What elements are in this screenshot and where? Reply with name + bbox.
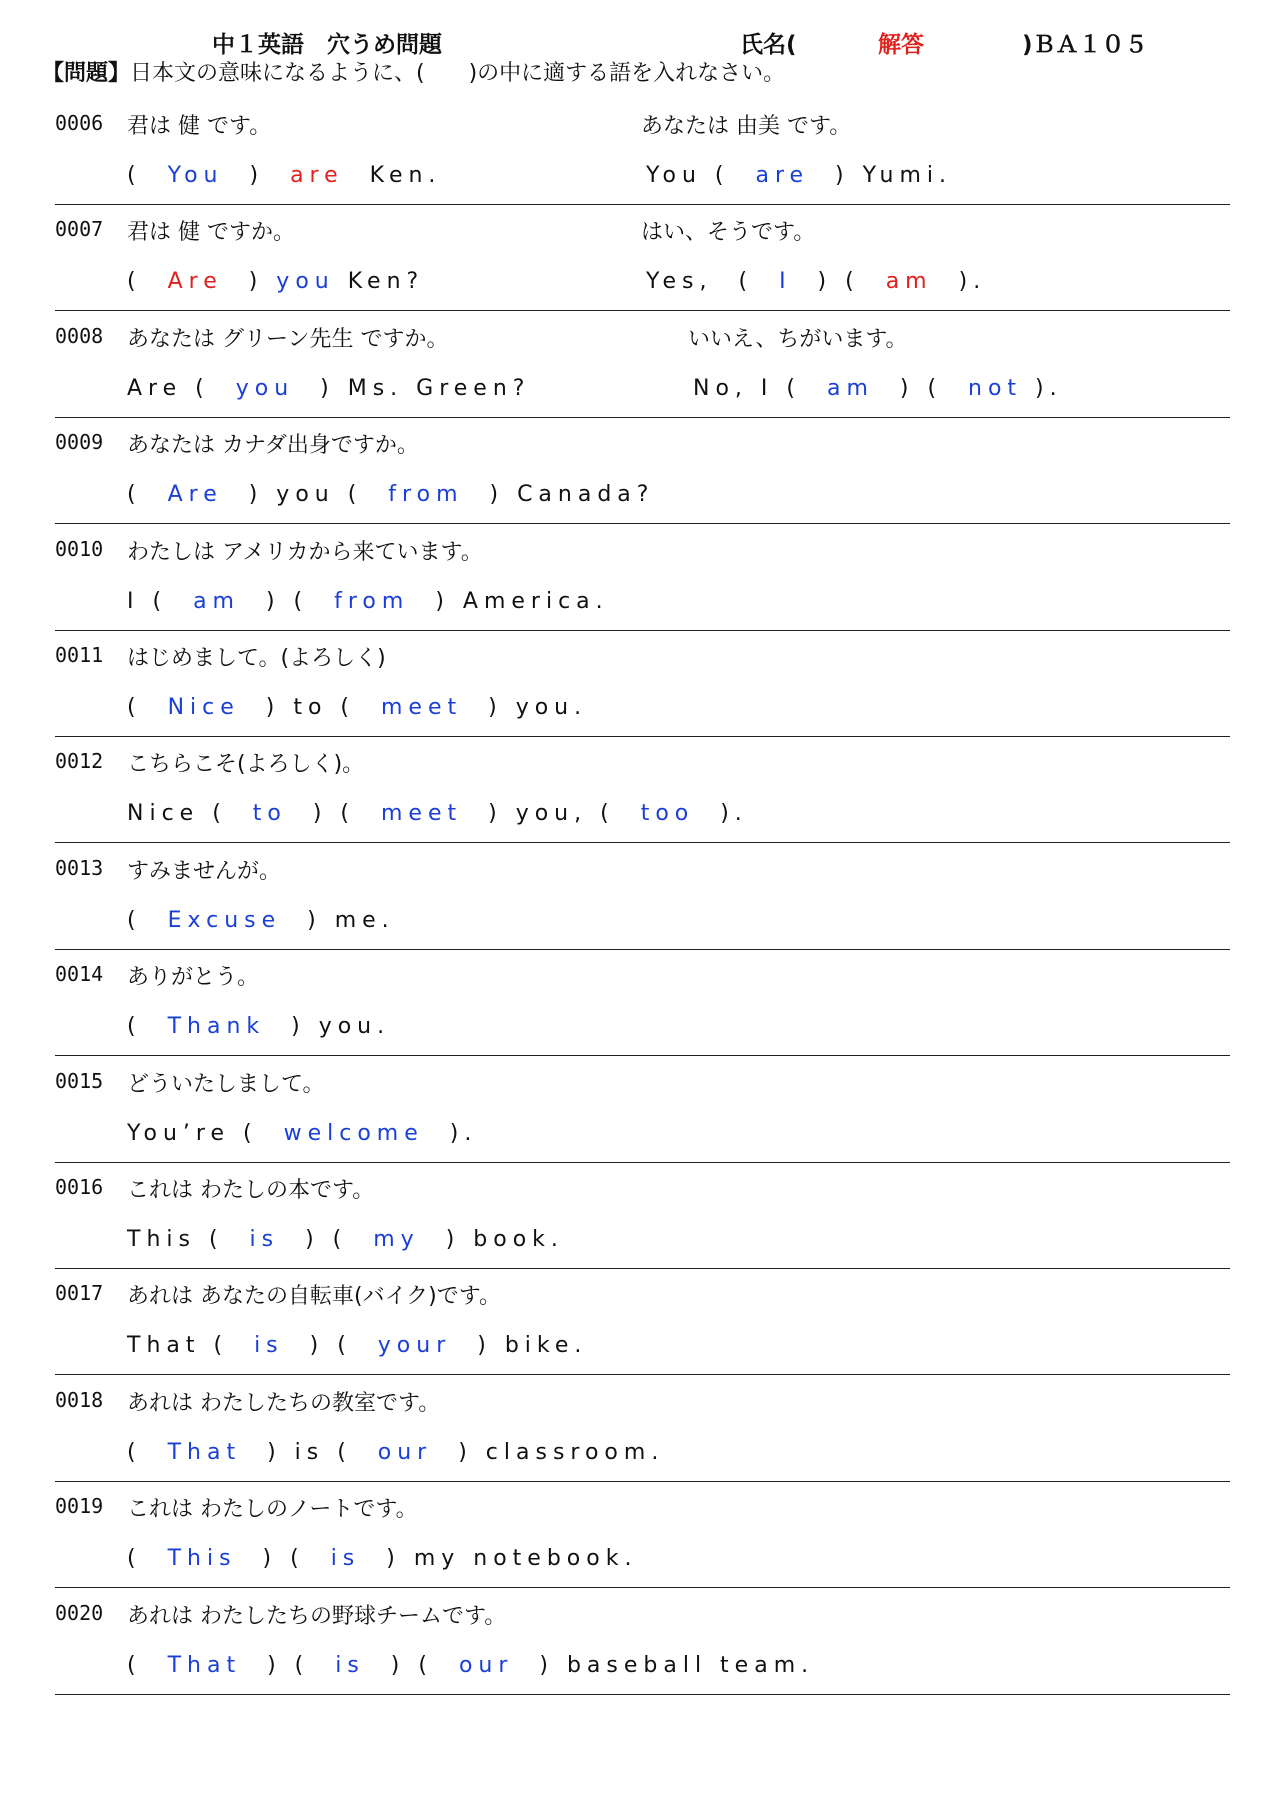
sentence-text: ) [222,269,277,295]
divider-line [55,1374,1230,1375]
sentence-text: ( [127,1014,168,1040]
japanese-sentence: これは わたしのノートです。 [127,1497,418,1523]
question-item [0,1165,1280,1271]
japanese-sentence: どういたしまして。 [127,1071,325,1097]
worksheet-title: 中１英語 穴うめ問題 [212,32,442,58]
japanese-sentence: ありがとう。 [127,965,260,991]
question-number: 0011 [55,643,104,667]
question-item [0,1378,1280,1484]
question-number: 0007 [55,217,104,242]
question-item [0,527,1280,633]
question-number: 0020 [55,1600,104,1625]
question-number: 0018 [55,1387,104,1412]
japanese-sentence: これは わたしの本です。 [127,1178,375,1203]
answer-word: This [167,1546,237,1572]
answer-word: meet [381,801,463,827]
sentence-text: ) book. [419,1227,564,1252]
japanese-sentence: あなたは グリーン先生 ですか。 [127,326,449,352]
divider-line [55,417,1230,418]
instruction-tag: 【問題】 [42,61,131,86]
answer-word: from [388,482,464,508]
question-number: 0010 [55,536,104,561]
sentence-text: You ( [646,163,756,188]
english-sentence [127,1121,477,1146]
sentence-text: ) baseball team. [513,1652,815,1678]
answer-word: Nice [167,695,240,720]
answer-word: are [290,163,344,188]
answer-word: my [373,1227,420,1252]
sentence-text: ) ( [236,1546,331,1572]
answer-word: That [167,1652,242,1678]
answer-word: is [249,1227,280,1252]
answer-word: welcome [283,1120,424,1146]
sentence-text: ) you ( [222,482,389,508]
question-number: 0009 [55,430,104,455]
sentence-text: ) Ms. Green? [294,375,531,401]
english-sentence [127,695,587,720]
sentence-text: Are ( [127,375,236,401]
divider-line [55,310,1230,311]
question-item [0,1059,1280,1165]
question-item [0,207,1280,313]
answer-word: to [252,801,287,827]
divider-line [55,949,1230,950]
sentence-text: This ( [127,1227,250,1252]
answer-word: is [330,1546,361,1572]
sentence-text: ) ( [873,375,969,401]
japanese-sentence-2: いいえ、ちがいます。 [688,326,908,352]
english-sentence-2 [646,163,952,188]
question-item [0,739,1280,845]
answer-word: am [826,375,874,401]
answer-word: am [885,269,933,295]
question-number: 0012 [55,749,104,774]
english-sentence [127,908,395,933]
japanese-sentence: 君は 健 です。 [127,114,272,139]
question-number: 0016 [55,1175,104,1199]
english-sentence [127,269,424,294]
sentence-text: ( [127,269,168,295]
answer-word: our [377,1439,433,1465]
worksheet-code: )ＢＡ１０５ [1022,32,1148,58]
sentence-text: Ken? [334,269,425,295]
sentence-text: ). [423,1120,478,1146]
answer-word: is [335,1652,365,1678]
answer-word: That [167,1439,242,1465]
answer-word: not [968,375,1023,401]
divider-line [55,1481,1230,1482]
sentence-text: You’re ( [127,1120,284,1146]
english-sentence [127,1440,664,1465]
answer-word: am [193,588,240,614]
sentence-text: ) me. [281,907,395,933]
sentence-text: ( [127,1652,168,1678]
japanese-sentence: あれは わたしたちの野球チームです。 [127,1603,507,1629]
sentence-text: ). [1022,375,1063,401]
answer-word: You [167,163,224,188]
english-sentence [127,1333,587,1358]
sentence-text: ) ( [241,1652,336,1678]
divider-line [55,630,1230,631]
japanese-sentence: あれは わたしたちの教室です。 [127,1390,441,1416]
sentence-text: ( [127,1439,168,1465]
sentence-text: That ( [127,1333,255,1359]
sentence-text: ). [694,801,748,827]
question-item [0,952,1280,1058]
english-sentence [127,1227,564,1252]
question-number: 0017 [55,1281,104,1306]
sentence-text: ) bike. [451,1333,588,1359]
question-number: 0013 [55,855,104,880]
sentence-text: ) you. [462,695,588,720]
sentence-text: ) ( [791,269,886,295]
sentence-text: ). [932,269,987,295]
question-number: 0014 [55,962,104,987]
sentence-text: ( [127,163,168,188]
sentence-text: ) Yumi. [809,163,953,188]
answer-word: Excuse [167,907,282,933]
instruction [42,56,785,87]
english-sentence-2 [646,269,986,294]
answer-word: meet [381,695,463,720]
divider-line [55,1055,1230,1056]
answer-word: are [755,163,810,188]
japanese-sentence: 君は 健 ですか。 [127,220,295,246]
question-item [0,1591,1280,1697]
sentence-text: ) Canada? [463,482,655,508]
answer-word: your [377,1333,452,1359]
english-sentence [127,1653,814,1678]
divider-line [55,1162,1230,1163]
english-sentence [127,589,609,614]
question-item [0,314,1280,420]
sentence-text: ( [127,907,168,933]
sentence-text: Ken. [343,163,442,188]
english-sentence [127,1014,390,1039]
name-value: 解答 [878,32,924,58]
answer-word: I [779,269,792,295]
divider-line [55,736,1230,737]
answer-word: Are [167,269,223,295]
sentence-text: Nice ( [127,801,253,827]
name-label: 氏名( [740,32,797,58]
question-number: 0015 [55,1068,104,1093]
english-sentence [127,1546,637,1571]
japanese-sentence: あなたは カナダ出身ですか。 [127,433,419,459]
answer-word: from [334,588,410,614]
divider-line [55,1587,1230,1588]
divider-line [55,204,1230,205]
sentence-text: Yes, ( [646,269,780,295]
divider-line [55,842,1230,843]
english-sentence [127,482,654,507]
japanese-sentence: すみませんが。 [127,858,282,884]
question-number: 0006 [55,111,104,135]
sentence-text: ) classroom. [432,1439,665,1465]
answer-word: you [235,375,295,401]
sentence-text: ) ( [286,801,381,827]
answer-word: Thank [167,1014,266,1040]
divider-line [55,1694,1230,1695]
sentence-text: ) to ( [239,695,381,720]
sentence-text: ) you. [265,1014,391,1040]
question-number: 0008 [55,323,104,348]
sentence-text: No, I ( [693,375,827,401]
answer-word: our [458,1652,514,1678]
question-item [0,846,1280,952]
sentence-text: ) ( [239,588,335,614]
question-item [0,1484,1280,1590]
japanese-sentence: あれは あなたの自転車(バイク)です。 [127,1284,501,1310]
sentence-text: ( [127,482,168,508]
japanese-sentence-2: あなたは 由美 です。 [641,114,852,139]
sentence-text: ) my notebook. [360,1546,638,1572]
sentence-text: ) ( [364,1652,459,1678]
japanese-sentence: はじめまして。(よろしく) [127,646,386,671]
sentence-text: ( [127,695,168,720]
japanese-sentence-2: はい、そうです。 [641,220,816,246]
answer-word: is [254,1333,284,1359]
sentence-text: ) is ( [241,1439,378,1465]
question-item [0,633,1280,739]
sentence-text: ) America. [409,588,609,614]
english-sentence [127,376,530,401]
japanese-sentence: わたしは アメリカから来ています。 [127,539,483,565]
question-item [0,420,1280,526]
answer-word: too [640,801,695,827]
question-number: 0019 [55,1494,104,1519]
instruction-text: 日本文の意味になるように、( )の中に適する語を入れなさい。 [130,61,786,86]
sentence-text: ) [223,163,291,188]
sentence-text: I ( [127,588,194,614]
english-sentence [127,163,441,188]
sentence-text: ) you, ( [462,801,641,827]
question-item [0,1271,1280,1377]
japanese-sentence: こちらこそ(よろしく)。 [127,752,365,778]
sentence-text: ) ( [283,1333,378,1359]
sentence-text: ( [127,1546,168,1572]
divider-line [55,523,1230,524]
english-sentence [127,801,748,826]
english-sentence-2 [693,376,1063,401]
answer-word: you [276,269,335,295]
answer-word: Are [167,482,223,508]
sentence-text: ) ( [279,1227,374,1252]
divider-line [55,1268,1230,1269]
question-item [0,101,1280,207]
